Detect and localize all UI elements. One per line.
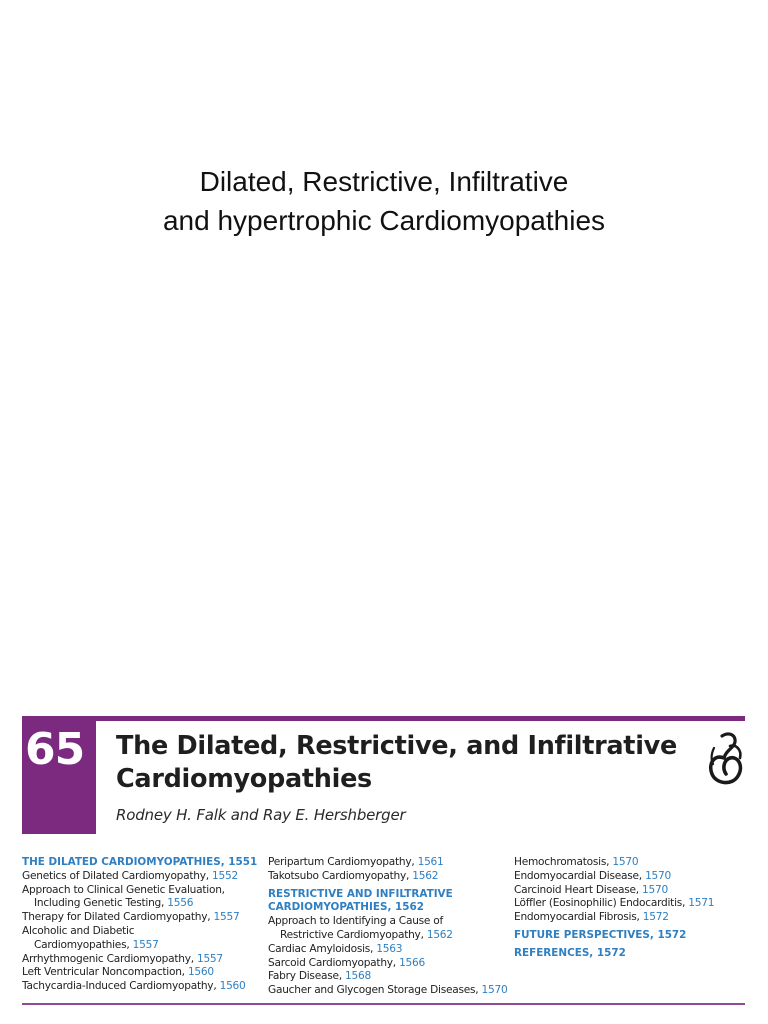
slide-title-line-2: and hypertrophic Cardiomyopathies [162, 205, 606, 236]
toc-entry [514, 856, 714, 870]
toc-section-restrictive-continued [268, 901, 508, 915]
toc-label: REFERENCES, [514, 946, 594, 959]
toc-page-number: 1562 [395, 901, 424, 914]
toc-label: Including Genetic Testing, [34, 897, 165, 910]
toc-page-number: 1562 [412, 869, 439, 882]
toc-label: CARDIOMYOPATHIES, [268, 901, 392, 914]
toc-label: Hemochromatosis, [514, 856, 610, 868]
toc-page-number: 1563 [376, 942, 403, 955]
heart-emblem-icon [702, 728, 748, 790]
toc-label: Peripartum Cardiomyopathy, [268, 856, 415, 868]
toc-column-2 [268, 856, 508, 998]
toc-entry [22, 980, 257, 994]
toc-entry [22, 884, 257, 898]
toc-label: Endomyocardial Fibrosis, [514, 911, 640, 924]
toc-label: Left Ventricular Noncompaction, [22, 966, 185, 979]
toc-entry [22, 870, 257, 884]
toc-entry-continued [22, 939, 257, 953]
toc-label: Fabry Disease, [268, 970, 342, 983]
toc-entry-continued [22, 897, 257, 911]
toc-entry [268, 943, 508, 957]
slide-title [0, 162, 768, 240]
toc-column-3 [514, 856, 714, 961]
toc-label: Therapy for Dilated Cardiomyopathy, [22, 911, 211, 924]
chapter-authors: Rodney H. Falk and Ray E. Hershberger [116, 806, 406, 824]
toc-section-future [514, 929, 714, 943]
toc-page-number: 1571 [688, 897, 715, 910]
chapter-number-block [22, 716, 96, 834]
toc-page-number: 1552 [212, 869, 238, 882]
toc-column-1 [22, 856, 257, 994]
toc-page-number: 1557 [196, 952, 223, 965]
toc-entry [514, 911, 714, 925]
toc-label: Restrictive Cardiomyopathy, [280, 928, 424, 941]
toc-label: Cardiomyopathies, [34, 938, 130, 951]
toc-page-number: 1572 [642, 911, 669, 924]
toc-label: Carcinoid Heart Disease, [514, 883, 639, 896]
toc-page-number: 1562 [426, 928, 453, 941]
toc-label: Approach to Identifying a Cause of [268, 915, 444, 928]
toc-entry [514, 884, 714, 898]
toc-label: FUTURE PERSPECTIVES, [514, 928, 654, 941]
toc-label: Arrhythmogenic Cardiomyopathy, [22, 952, 194, 965]
toc-page-number: 1561 [417, 856, 444, 868]
slide-title-line-1: Dilated, Restrictive, Infiltrative [199, 166, 569, 197]
toc-page-number: 1570 [645, 869, 672, 882]
toc-entry [22, 953, 257, 967]
toc-entry [514, 897, 714, 911]
toc-entry [268, 957, 508, 971]
toc-page-number: 1551 [228, 856, 258, 868]
toc-label: RESTRICTIVE AND INFILTRATIVE [268, 887, 453, 900]
toc-label: Cardiac Amyloidosis, [268, 942, 374, 955]
chapter-title [116, 730, 677, 796]
toc-entry [268, 915, 508, 929]
toc-page-number: 1556 [167, 897, 194, 910]
toc-label: Approach to Clinical Genetic Evaluation, [22, 883, 225, 896]
toc-label: Genetics of Dilated Cardiomyopathy, [22, 869, 209, 882]
toc-section-dilated [22, 856, 257, 870]
toc-label: Alcoholic and Diabetic [22, 924, 135, 937]
toc-page-number: 1560 [187, 966, 214, 979]
toc-page-number: 1572 [657, 928, 687, 941]
chapter-title-line-2: Cardiomyopathies [116, 764, 372, 794]
toc-page-number: 1557 [213, 911, 240, 924]
toc-page-number: 1570 [642, 883, 668, 896]
toc-entry [268, 984, 508, 998]
chapter-top-rule [22, 716, 745, 721]
toc-page-number: 1572 [596, 946, 626, 959]
toc-entry [22, 925, 257, 939]
toc-section-references [514, 947, 714, 961]
toc-label: Endomyocardial Disease, [514, 869, 642, 882]
toc-entry [514, 870, 714, 884]
toc-label: THE DILATED CARDIOMYOPATHIES, [22, 856, 225, 868]
toc-page-number: 1566 [399, 956, 426, 969]
toc-label: Löffler (Eosinophilic) Endocarditis, [514, 897, 686, 910]
toc-page-number: 1557 [132, 938, 159, 951]
toc-page-number: 1568 [345, 970, 371, 983]
toc-entry [22, 966, 257, 980]
toc-entry [268, 856, 508, 870]
toc-page-number: 1570 [481, 984, 508, 997]
toc-entry [268, 870, 508, 884]
toc-label: Tachycardia-Induced Cardiomyopathy, [22, 980, 217, 993]
toc-entry [22, 911, 257, 925]
toc-label: Takotsubo Cardiomyopathy, [268, 869, 410, 882]
toc-label: Gaucher and Glycogen Storage Diseases, [268, 984, 479, 997]
toc-entry-continued [268, 929, 508, 943]
toc-label: Sarcoid Cardiomyopathy, [268, 956, 396, 969]
toc-section-restrictive [268, 888, 508, 902]
toc-page-number: 1570 [612, 856, 639, 868]
toc-entry [268, 970, 508, 984]
toc-page-number: 1560 [219, 980, 246, 993]
chapter-bottom-rule [22, 1003, 745, 1005]
chapter-number: 65 [25, 724, 85, 775]
chapter-title-line-1: The Dilated, Restrictive, and Infiltrative [116, 731, 677, 761]
